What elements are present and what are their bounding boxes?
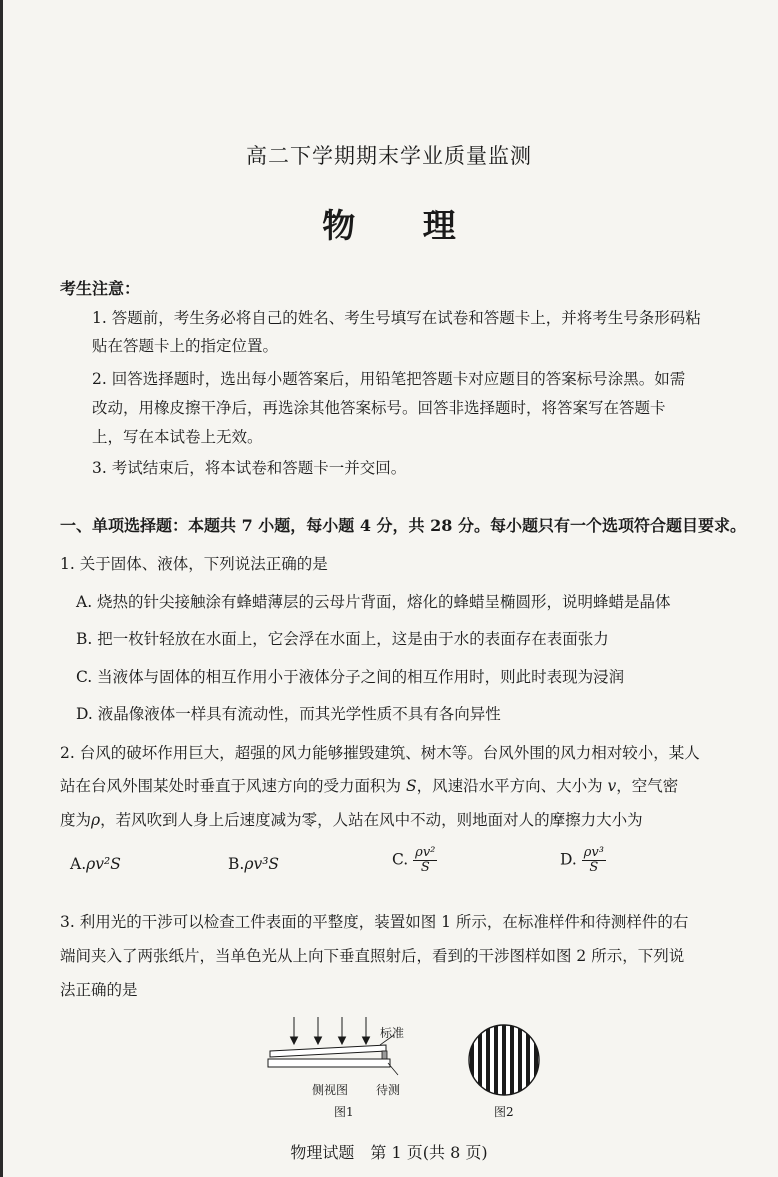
fraction [413,846,437,875]
q2-var-rho: ρ [91,811,101,829]
notice-item-3: 3. 考试结束后，将本试卷和答题卡一并交回。 [92,459,407,477]
numerator: ρv³ [583,845,604,860]
notice-item-1-line-2: 贴在答题卡上的指定位置。 [92,337,279,355]
standard-sample-icon [270,1045,386,1057]
numerator: ρv² [415,845,436,860]
q2-stem-line-2 [60,774,678,796]
page-footer: 物理试题 第 1 页(共 8 页) [290,1143,488,1162]
q2-text: ，风速沿水平方向、大小为 [416,777,608,795]
section-1-heading: 一、单项选择题：本题共 7 小题，每小题 4 分，共 28 分。每小题只有一个选项符合题目要求。 [60,516,746,535]
formula: ρv³S [244,855,280,873]
leader-line [388,1063,398,1075]
formula: ρv²S [86,855,121,873]
option-label: C. [392,850,409,869]
notice-item-2-line-3: 上，写在本试卷上无效。 [92,428,263,446]
notice-item-2-line-2: 改动，用橡皮擦干净后，再选涂其他答案标号。回答非选择题时，将答案写在答题卡 [92,399,666,417]
q2-stem-line-3 [60,808,643,830]
q2-option-d [560,846,606,875]
option-label: B. [228,855,245,873]
subject-title: 物 理 [322,206,484,245]
fraction [582,846,606,875]
figure-2-interference-pattern [462,1022,546,1098]
q3-stem-line-1: 3. 利用光的干涉可以检查工件表面的平整度，装置如图 1 所示，在标准样件和待测样件的右 [60,913,689,931]
page-scan-edge [0,0,3,1177]
q2-var-v: v [607,777,617,795]
q2-text: 度为 [60,811,92,829]
fig1-caption: 图1 [334,1105,354,1119]
q1-stem: 1. 关于固体、液体，下列说法正确的是 [60,555,328,573]
q1-option-c: C. 当液体与固体的相互作用小于液体分子之间的相互作用时，则此时表现为浸润 [76,668,625,686]
option-label: D. [560,850,577,869]
notice-item-1-line-1: 1. 答题前，考生务必将自己的姓名、考生号填写在试卷和答题卡上，并将考生号条形码粘 [92,309,701,327]
q2-text: ，若风吹到人身上后速度减为零，人站在风中不动，则地面对人的摩擦力大小为 [100,811,643,829]
fig2-caption: 图2 [494,1105,514,1119]
test-sample-icon [268,1059,390,1067]
q3-stem-line-3: 法正确的是 [60,981,138,999]
q2-option-b [228,855,279,873]
q2-option-a [70,855,121,873]
paper-strips-icon [382,1051,387,1059]
q2-text: ，空气密 [616,777,679,795]
notice-heading: 考生注意： [60,279,141,298]
option-label: A. [70,855,87,873]
q1-option-a: A. 烧热的针尖接触涂有蜂蜡薄层的云母片背面，熔化的蜂蜡呈椭圆形，说明蜂蜡是晶体 [76,593,671,611]
light-rays-icon [291,1017,370,1044]
fig1-label-test: 待测 [376,1083,401,1097]
q2-stem-line-1: 2. 台风的破坏作用巨大，超强的风力能够摧毁建筑、树木等。台风外围的风力相对较小，某人 [60,744,700,762]
q1-option-b: B. 把一枚针轻放在水面上，它会浮在水面上，这是由于水的表面存在表面张力 [76,630,609,648]
denominator: S [420,860,430,875]
fig1-label-side-view: 侧视图 [312,1083,349,1097]
notice-item-2-line-1: 2. 回答选择题时，选出每小题答案后，用铅笔把答题卡对应题目的答案标号涂黑。如需 [92,370,686,388]
q2-var-s: S [405,777,417,795]
q1-option-d: D. 液晶像液体一样具有流动性，而其光学性质不具有各向异性 [76,705,501,723]
exam-subtitle: 高二下学期期末学业质量监测 [246,144,532,168]
denominator: S [589,860,599,875]
q2-text: 站在台风外围某处时垂直于风速方向的受力面积为 [60,777,406,795]
q2-option-c [392,846,437,875]
q3-stem-line-2: 端间夹入了两张纸片，当单色光从上向下垂直照射后，看到的干涉图样如图 2 所示，下列说 [60,947,685,965]
fig1-label-standard: 标准 [380,1026,405,1040]
